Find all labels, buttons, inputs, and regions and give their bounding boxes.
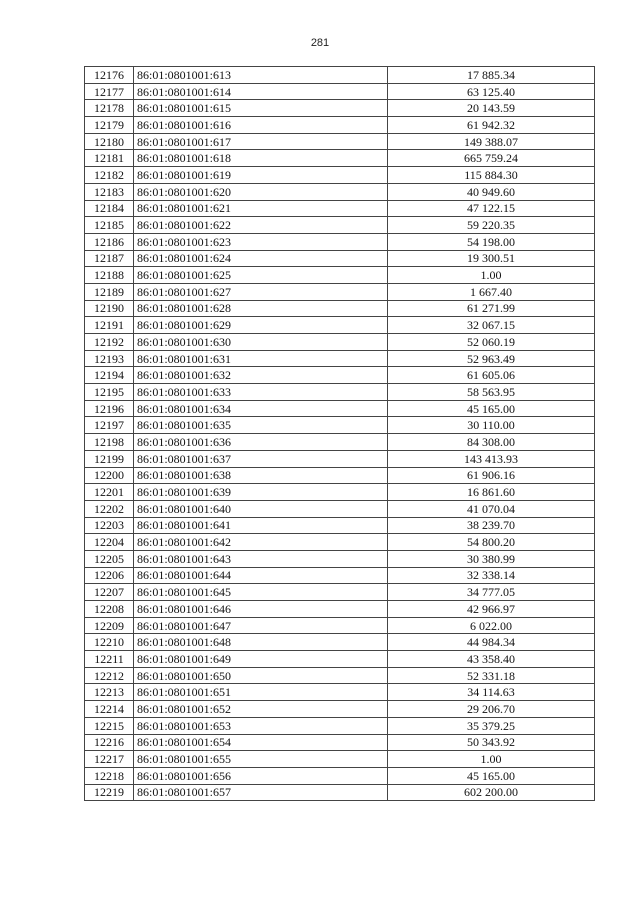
cadastral-value-cell: 47 122.15 bbox=[388, 200, 595, 217]
cadastral-value-cell: 61 605.06 bbox=[388, 367, 595, 384]
row-number-cell: 12204 bbox=[85, 534, 134, 551]
row-number-cell: 12194 bbox=[85, 367, 134, 384]
cadastral-value-cell: 1.00 bbox=[388, 267, 595, 284]
cadastral-value-cell: 59 220.35 bbox=[388, 217, 595, 234]
row-number-cell: 12211 bbox=[85, 651, 134, 668]
cadastral-number-cell: 86:01:0801001:635 bbox=[134, 417, 388, 434]
cadastral-number-cell: 86:01:0801001:614 bbox=[134, 83, 388, 100]
cadastral-value-table bbox=[84, 66, 595, 801]
table-row bbox=[85, 67, 595, 84]
row-number-cell: 12177 bbox=[85, 83, 134, 100]
row-number-cell: 12192 bbox=[85, 334, 134, 351]
row-number-cell: 12185 bbox=[85, 217, 134, 234]
cadastral-value-cell: 50 343.92 bbox=[388, 734, 595, 751]
cadastral-value-cell: 38 239.70 bbox=[388, 517, 595, 534]
cadastral-value-cell: 61 942.32 bbox=[388, 117, 595, 134]
cadastral-value-cell: 115 884.30 bbox=[388, 167, 595, 184]
table-row bbox=[85, 734, 595, 751]
cadastral-value-cell: 149 388.07 bbox=[388, 133, 595, 150]
row-number-cell: 12193 bbox=[85, 350, 134, 367]
table-row bbox=[85, 100, 595, 117]
cadastral-number-cell: 86:01:0801001:638 bbox=[134, 467, 388, 484]
row-number-cell: 12198 bbox=[85, 434, 134, 451]
cadastral-number-cell: 86:01:0801001:648 bbox=[134, 634, 388, 651]
table-row bbox=[85, 250, 595, 267]
cadastral-value-cell: 35 379.25 bbox=[388, 717, 595, 734]
cadastral-number-cell: 86:01:0801001:634 bbox=[134, 400, 388, 417]
table-row bbox=[85, 784, 595, 801]
cadastral-number-cell: 86:01:0801001:636 bbox=[134, 434, 388, 451]
row-number-cell: 12202 bbox=[85, 500, 134, 517]
cadastral-number-cell: 86:01:0801001:630 bbox=[134, 334, 388, 351]
row-number-cell: 12183 bbox=[85, 183, 134, 200]
table-row bbox=[85, 717, 595, 734]
table-row bbox=[85, 133, 595, 150]
table-row bbox=[85, 517, 595, 534]
table-row bbox=[85, 601, 595, 618]
row-number-cell: 12190 bbox=[85, 300, 134, 317]
table-row bbox=[85, 467, 595, 484]
cadastral-number-cell: 86:01:0801001:624 bbox=[134, 250, 388, 267]
cadastral-value-cell: 61 906.16 bbox=[388, 467, 595, 484]
row-number-cell: 12182 bbox=[85, 167, 134, 184]
cadastral-value-cell: 665 759.24 bbox=[388, 150, 595, 167]
table-row bbox=[85, 434, 595, 451]
row-number-cell: 12197 bbox=[85, 417, 134, 434]
row-number-cell: 12201 bbox=[85, 484, 134, 501]
cadastral-number-cell: 86:01:0801001:633 bbox=[134, 384, 388, 401]
row-number-cell: 12214 bbox=[85, 701, 134, 718]
cadastral-number-cell: 86:01:0801001:650 bbox=[134, 667, 388, 684]
table-row bbox=[85, 484, 595, 501]
table-row bbox=[85, 567, 595, 584]
table-row bbox=[85, 334, 595, 351]
row-number-cell: 12212 bbox=[85, 667, 134, 684]
cadastral-value-cell: 143 413.93 bbox=[388, 450, 595, 467]
table-row bbox=[85, 617, 595, 634]
row-number-cell: 12176 bbox=[85, 67, 134, 84]
cadastral-value-cell: 43 358.40 bbox=[388, 651, 595, 668]
table-row bbox=[85, 317, 595, 334]
table-row bbox=[85, 183, 595, 200]
table-row bbox=[85, 367, 595, 384]
page-number: 281 bbox=[310, 37, 330, 49]
cadastral-value-cell: 54 198.00 bbox=[388, 233, 595, 250]
cadastral-number-cell: 86:01:0801001:653 bbox=[134, 717, 388, 734]
table-row bbox=[85, 217, 595, 234]
cadastral-number-cell: 86:01:0801001:629 bbox=[134, 317, 388, 334]
cadastral-number-cell: 86:01:0801001:654 bbox=[134, 734, 388, 751]
cadastral-value-cell: 45 165.00 bbox=[388, 400, 595, 417]
cadastral-value-cell: 30 380.99 bbox=[388, 550, 595, 567]
cadastral-value-cell: 32 338.14 bbox=[388, 567, 595, 584]
cadastral-number-cell: 86:01:0801001:632 bbox=[134, 367, 388, 384]
row-number-cell: 12215 bbox=[85, 717, 134, 734]
cadastral-value-cell: 34 777.05 bbox=[388, 584, 595, 601]
row-number-cell: 12218 bbox=[85, 767, 134, 784]
table-row bbox=[85, 534, 595, 551]
row-number-cell: 12217 bbox=[85, 751, 134, 768]
cadastral-number-cell: 86:01:0801001:616 bbox=[134, 117, 388, 134]
cadastral-value-cell: 32 067.15 bbox=[388, 317, 595, 334]
cadastral-value-cell: 84 308.00 bbox=[388, 434, 595, 451]
row-number-cell: 12199 bbox=[85, 450, 134, 467]
cadastral-value-cell: 1.00 bbox=[388, 751, 595, 768]
cadastral-number-cell: 86:01:0801001:617 bbox=[134, 133, 388, 150]
table-row bbox=[85, 167, 595, 184]
row-number-cell: 12195 bbox=[85, 384, 134, 401]
table-row bbox=[85, 83, 595, 100]
cadastral-number-cell: 86:01:0801001:645 bbox=[134, 584, 388, 601]
cadastral-number-cell: 86:01:0801001:619 bbox=[134, 167, 388, 184]
cadastral-number-cell: 86:01:0801001:657 bbox=[134, 784, 388, 801]
cadastral-number-cell: 86:01:0801001:651 bbox=[134, 684, 388, 701]
row-number-cell: 12189 bbox=[85, 283, 134, 300]
cadastral-value-cell: 6 022.00 bbox=[388, 617, 595, 634]
cadastral-number-cell: 86:01:0801001:628 bbox=[134, 300, 388, 317]
table-row bbox=[85, 500, 595, 517]
cadastral-value-cell: 54 800.20 bbox=[388, 534, 595, 551]
cadastral-number-cell: 86:01:0801001:623 bbox=[134, 233, 388, 250]
cadastral-value-cell: 1 667.40 bbox=[388, 283, 595, 300]
row-number-cell: 12184 bbox=[85, 200, 134, 217]
cadastral-value-cell: 16 861.60 bbox=[388, 484, 595, 501]
table-row bbox=[85, 233, 595, 250]
cadastral-value-cell: 42 966.97 bbox=[388, 601, 595, 618]
table-row bbox=[85, 767, 595, 784]
row-number-cell: 12196 bbox=[85, 400, 134, 417]
table-row bbox=[85, 651, 595, 668]
row-number-cell: 12181 bbox=[85, 150, 134, 167]
row-number-cell: 12191 bbox=[85, 317, 134, 334]
cadastral-value-cell: 52 963.49 bbox=[388, 350, 595, 367]
row-number-cell: 12180 bbox=[85, 133, 134, 150]
cadastral-number-cell: 86:01:0801001:655 bbox=[134, 751, 388, 768]
row-number-cell: 12178 bbox=[85, 100, 134, 117]
cadastral-value-cell: 17 885.34 bbox=[388, 67, 595, 84]
table-row bbox=[85, 117, 595, 134]
cadastral-value-cell: 30 110.00 bbox=[388, 417, 595, 434]
table-row bbox=[85, 450, 595, 467]
row-number-cell: 12203 bbox=[85, 517, 134, 534]
table-row bbox=[85, 417, 595, 434]
cadastral-value-cell: 41 070.04 bbox=[388, 500, 595, 517]
row-number-cell: 12216 bbox=[85, 734, 134, 751]
row-number-cell: 12206 bbox=[85, 567, 134, 584]
cadastral-number-cell: 86:01:0801001:656 bbox=[134, 767, 388, 784]
cadastral-number-cell: 86:01:0801001:652 bbox=[134, 701, 388, 718]
row-number-cell: 12188 bbox=[85, 267, 134, 284]
row-number-cell: 12179 bbox=[85, 117, 134, 134]
table-row bbox=[85, 751, 595, 768]
row-number-cell: 12210 bbox=[85, 634, 134, 651]
cadastral-number-cell: 86:01:0801001:621 bbox=[134, 200, 388, 217]
cadastral-number-cell: 86:01:0801001:649 bbox=[134, 651, 388, 668]
cadastral-value-cell: 34 114.63 bbox=[388, 684, 595, 701]
cadastral-number-cell: 86:01:0801001:646 bbox=[134, 601, 388, 618]
cadastral-number-cell: 86:01:0801001:615 bbox=[134, 100, 388, 117]
row-number-cell: 12209 bbox=[85, 617, 134, 634]
row-number-cell: 12219 bbox=[85, 784, 134, 801]
table-row bbox=[85, 267, 595, 284]
cadastral-number-cell: 86:01:0801001:613 bbox=[134, 67, 388, 84]
table-row bbox=[85, 384, 595, 401]
row-number-cell: 12213 bbox=[85, 684, 134, 701]
table-row bbox=[85, 550, 595, 567]
row-number-cell: 12208 bbox=[85, 601, 134, 618]
cadastral-number-cell: 86:01:0801001:644 bbox=[134, 567, 388, 584]
cadastral-number-cell: 86:01:0801001:620 bbox=[134, 183, 388, 200]
cadastral-value-cell: 40 949.60 bbox=[388, 183, 595, 200]
table-body bbox=[85, 67, 595, 801]
table-row bbox=[85, 150, 595, 167]
cadastral-value-cell: 61 271.99 bbox=[388, 300, 595, 317]
cadastral-value-cell: 58 563.95 bbox=[388, 384, 595, 401]
row-number-cell: 12200 bbox=[85, 467, 134, 484]
cadastral-value-cell: 602 200.00 bbox=[388, 784, 595, 801]
cadastral-number-cell: 86:01:0801001:622 bbox=[134, 217, 388, 234]
cadastral-number-cell: 86:01:0801001:642 bbox=[134, 534, 388, 551]
cadastral-value-cell: 63 125.40 bbox=[388, 83, 595, 100]
cadastral-number-cell: 86:01:0801001:639 bbox=[134, 484, 388, 501]
cadastral-value-cell: 19 300.51 bbox=[388, 250, 595, 267]
cadastral-number-cell: 86:01:0801001:647 bbox=[134, 617, 388, 634]
cadastral-value-cell: 45 165.00 bbox=[388, 767, 595, 784]
row-number-cell: 12205 bbox=[85, 550, 134, 567]
cadastral-number-cell: 86:01:0801001:643 bbox=[134, 550, 388, 567]
table-row bbox=[85, 283, 595, 300]
row-number-cell: 12186 bbox=[85, 233, 134, 250]
cadastral-number-cell: 86:01:0801001:618 bbox=[134, 150, 388, 167]
cadastral-number-cell: 86:01:0801001:641 bbox=[134, 517, 388, 534]
cadastral-value-cell: 52 331.18 bbox=[388, 667, 595, 684]
row-number-cell: 12187 bbox=[85, 250, 134, 267]
cadastral-value-cell: 52 060.19 bbox=[388, 334, 595, 351]
cadastral-number-cell: 86:01:0801001:640 bbox=[134, 500, 388, 517]
table-row bbox=[85, 584, 595, 601]
table-row bbox=[85, 300, 595, 317]
table-row bbox=[85, 667, 595, 684]
cadastral-number-cell: 86:01:0801001:631 bbox=[134, 350, 388, 367]
cadastral-number-cell: 86:01:0801001:627 bbox=[134, 283, 388, 300]
cadastral-value-cell: 29 206.70 bbox=[388, 701, 595, 718]
table-row bbox=[85, 634, 595, 651]
row-number-cell: 12207 bbox=[85, 584, 134, 601]
table-row bbox=[85, 200, 595, 217]
table-row bbox=[85, 701, 595, 718]
table-row bbox=[85, 684, 595, 701]
table-row bbox=[85, 400, 595, 417]
table-row bbox=[85, 350, 595, 367]
cadastral-number-cell: 86:01:0801001:625 bbox=[134, 267, 388, 284]
cadastral-value-cell: 44 984.34 bbox=[388, 634, 595, 651]
cadastral-value-cell: 20 143.59 bbox=[388, 100, 595, 117]
cadastral-number-cell: 86:01:0801001:637 bbox=[134, 450, 388, 467]
